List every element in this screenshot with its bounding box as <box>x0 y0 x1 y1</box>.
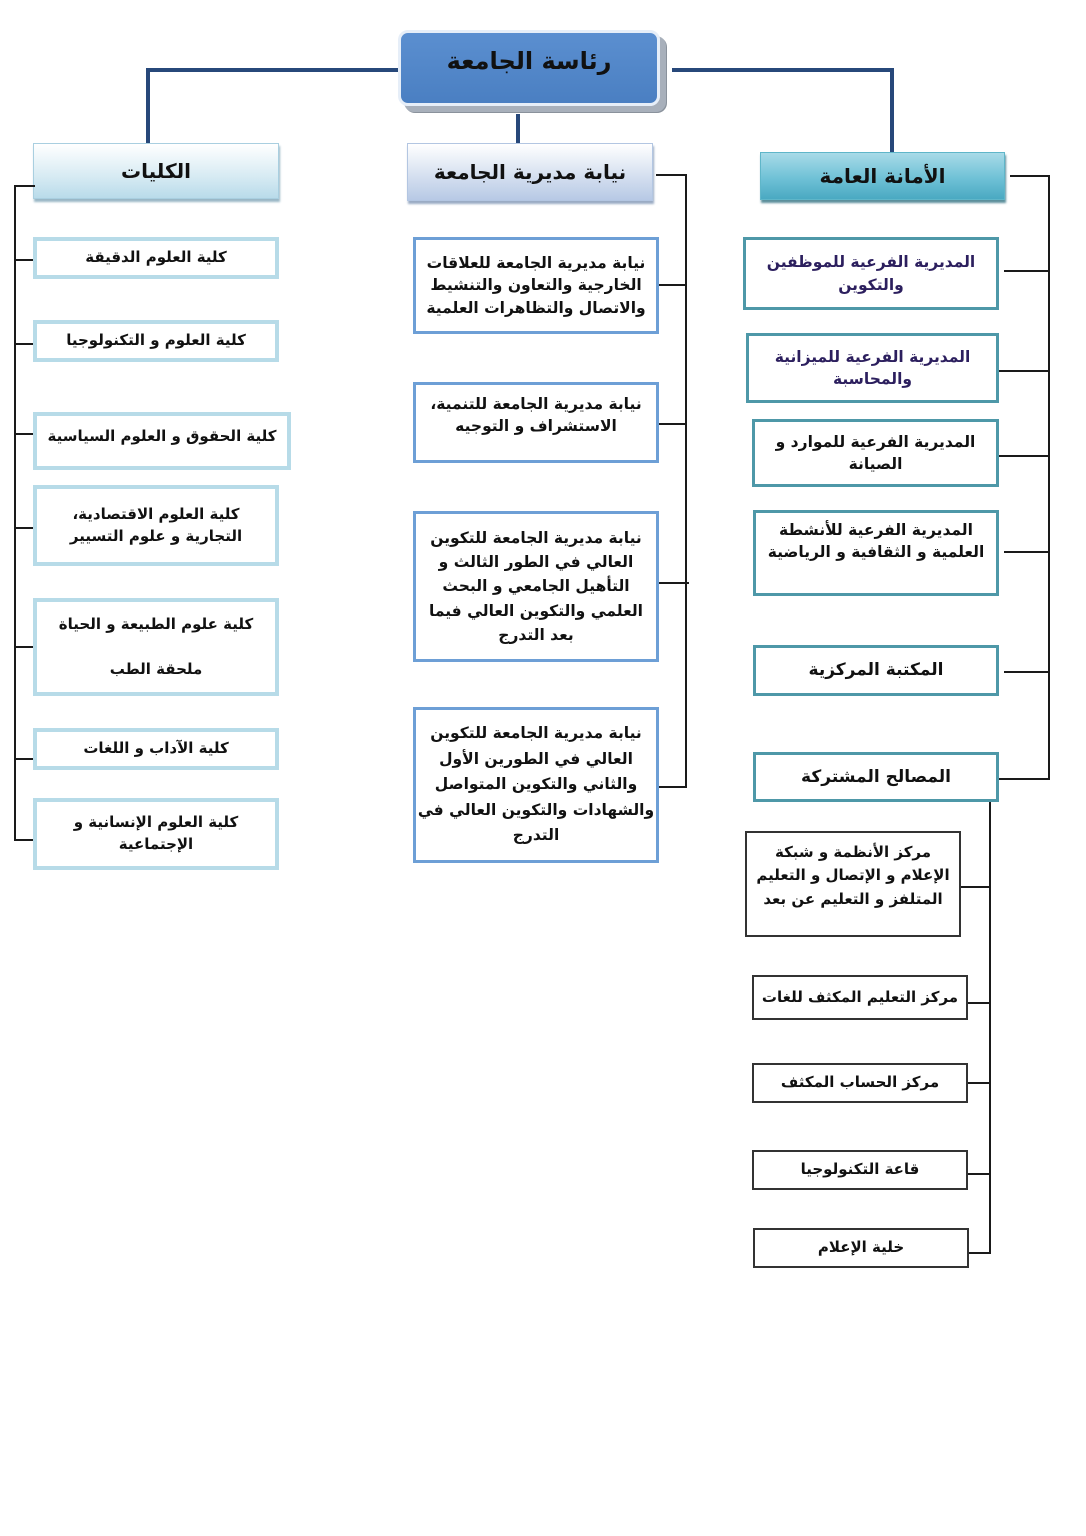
secretariat-node[interactable] <box>743 237 999 310</box>
connector-secretariat-spine <box>1048 175 1050 780</box>
connector-shared-5 <box>968 1252 991 1254</box>
secretariat-header-node[interactable] <box>760 152 1005 200</box>
connector-shared-2 <box>967 1002 991 1004</box>
connector-vice-4 <box>658 786 687 788</box>
connector-secretariat-drop <box>890 68 894 154</box>
faculty-node[interactable] <box>33 412 291 470</box>
secretariat-node[interactable] <box>752 419 999 487</box>
connector-shared-3 <box>967 1082 991 1084</box>
connector-faculty-2 <box>14 343 35 345</box>
node-label: المكتبة المركزية <box>808 660 944 681</box>
connector-faculty-1 <box>14 259 35 261</box>
vice-rectorate-node[interactable] <box>413 237 659 334</box>
connector-faculty-6 <box>14 758 35 760</box>
central-library-node[interactable] <box>753 645 999 696</box>
connector-secretariat-6 <box>998 778 1050 780</box>
faculty-node[interactable] <box>33 485 279 566</box>
connector-vice-1 <box>658 284 687 286</box>
connector-secretariat-3 <box>998 455 1050 457</box>
node-label: مركز التعليم المكثف للغات <box>761 987 959 1006</box>
connector-faculty-4 <box>14 527 35 529</box>
node-label: المديرية الفرعية للأنشطة العلمية و الثقافية و الرياضية <box>767 521 985 562</box>
node-label: كلية الآداب و اللغات <box>83 739 229 758</box>
faculty-node[interactable] <box>33 728 279 770</box>
connector-secretariat-header <box>1010 175 1050 177</box>
faculty-node[interactable] <box>33 598 279 696</box>
connector-faculties-spine <box>14 185 16 841</box>
connector-vice-header <box>656 174 687 176</box>
node-label: قاعة التكنولوجيا <box>800 1160 920 1179</box>
connector-secretariat-1 <box>1004 270 1050 272</box>
node-label: نيابة مديرية الجامعة للتكوين العالي في الطور الثالث و التأهيل الجامعي و البحث العلمي والتكوين العالي فيما بعد التدرج <box>429 529 643 644</box>
shared-service-node[interactable] <box>753 1228 969 1268</box>
connector-shared-1 <box>960 886 991 888</box>
node-label: المديرية الفرعية للموظفين والتكوين <box>766 253 976 294</box>
faculty-node[interactable] <box>33 798 279 870</box>
node-label: رئاسة الجامعة <box>446 46 612 75</box>
connector-vice-spine <box>685 174 687 788</box>
connector-secretariat-5 <box>1004 671 1050 673</box>
connector-root-right <box>672 68 894 72</box>
vice-rectorate-node[interactable] <box>413 511 659 662</box>
node-label: نيابة مديرية الجامعة <box>433 159 627 184</box>
node-label: المديرية الفرعية للموارد و الصيانة <box>775 432 976 473</box>
connector-secretariat-4 <box>1004 551 1050 553</box>
node-label: كلية العلوم الدقيقة <box>85 248 227 267</box>
connector-shared-4 <box>967 1173 991 1175</box>
connector-secretariat-2 <box>998 370 1050 372</box>
vice-rectorate-header-node[interactable] <box>407 143 653 201</box>
university-presidency-node[interactable] <box>398 30 660 106</box>
connector-faculty-3 <box>14 433 35 435</box>
shared-service-node[interactable] <box>752 1150 968 1190</box>
connector-faculty-7 <box>14 839 35 841</box>
node-label: المديرية الفرعية للميزانية والمحاسبة <box>774 347 971 388</box>
connector-root-left <box>146 68 400 72</box>
node-label: كلية العلوم و التكنولوجيا <box>66 331 246 350</box>
node-label: نيابة مديرية الجامعة للعلاقات الخارجية والتعاون والتنشيط والاتصال والتظاهرات العلمية <box>426 253 646 317</box>
vice-rectorate-node[interactable] <box>413 382 659 463</box>
shared-service-node[interactable] <box>752 975 968 1020</box>
node-label: كلية علوم الطبيعة و الحياة ملحقة الطب <box>58 615 254 679</box>
connector-faculties-drop <box>146 68 150 144</box>
node-label: الأمانة العامة <box>819 163 946 188</box>
vice-rectorate-node[interactable] <box>413 707 659 863</box>
node-label: كلية الحقوق و العلوم السياسية <box>47 427 277 445</box>
connector-vice-drop <box>516 114 520 144</box>
node-label: كلية العلوم الاقتصادية، التجارية و علوم التسيير <box>69 504 243 545</box>
node-label: كلية العلوم الإنسانية و الإجتماعية <box>73 813 239 853</box>
secretariat-node[interactable] <box>753 510 999 596</box>
secretariat-node[interactable] <box>746 333 999 403</box>
shared-services-node[interactable] <box>753 752 999 802</box>
node-label: خلية الإعلام <box>817 1238 905 1257</box>
node-label: نيابة مديرية الجامعة للتكوين العالي في الطورين الأول والثاني والتكوين المتواصل والشهادات والتكوين العالي في التدرج <box>417 724 655 845</box>
faculty-node[interactable] <box>33 237 279 279</box>
shared-service-node[interactable] <box>745 831 961 937</box>
node-label: المصالح المشتركة <box>801 766 951 787</box>
node-label: مركز الحساب المكثف <box>780 1073 940 1092</box>
connector-vice-2 <box>658 423 687 425</box>
node-label: الكليات <box>121 158 191 183</box>
connector-shared-spine <box>989 802 991 1254</box>
connector-faculties-header <box>14 185 35 187</box>
faculties-header-node[interactable] <box>33 143 279 199</box>
node-label: نيابة مديرية الجامعة للتنمية، الاستشراف و التوجيه <box>430 395 642 436</box>
node-label: مركز الأنظمة و شبكة الإعلام و الإتصال و التعليم المتلفز و التعليم عن بعد <box>756 843 950 908</box>
connector-faculty-5 <box>14 646 35 648</box>
connector-vice-3 <box>658 582 689 584</box>
shared-service-node[interactable] <box>752 1063 968 1103</box>
faculty-node[interactable] <box>33 320 279 362</box>
